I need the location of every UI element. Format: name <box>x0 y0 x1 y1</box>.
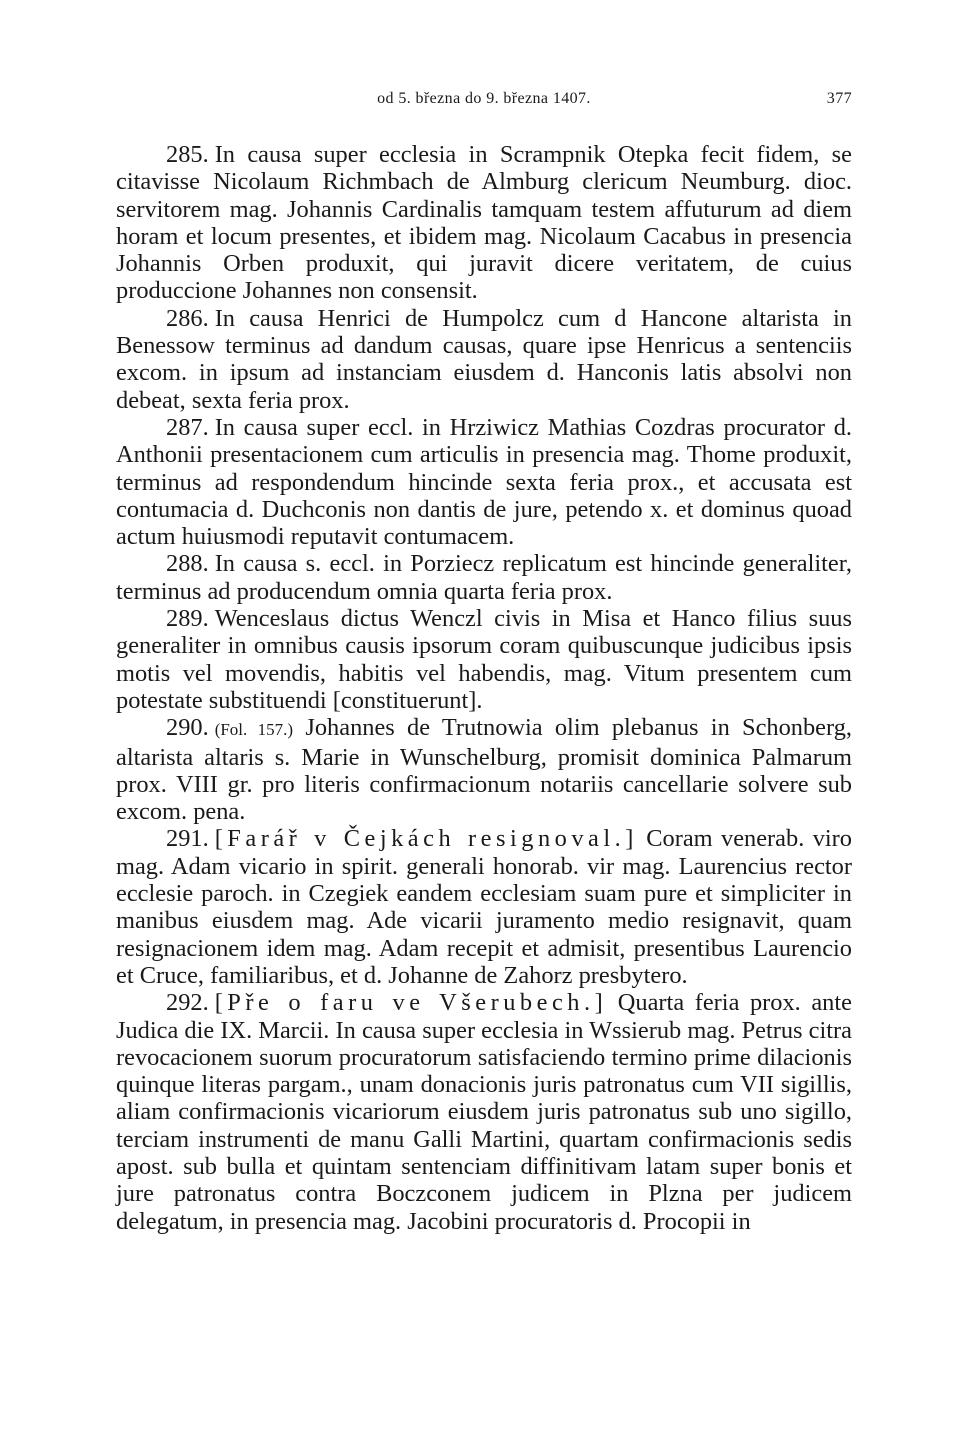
entry-number: 290. <box>166 714 209 742</box>
entry-287 <box>116 414 852 550</box>
entry-text: In causa s. eccl. in Porziecz replicatum est hincinde generaliter, terminus ad producendum omnia quarta feria prox. <box>116 550 852 605</box>
page-number: 377 <box>826 90 852 107</box>
entry-number: 286. <box>166 304 209 332</box>
entry-text: In causa super ecclesia in Scrampnik Otepka fecit fidem, se citavisse Nicolaum Richmbach de Almburg clericum Neumburg. dioc. servitorem mag. Johannis Cardinalis tamquam testem affuturum ad diem horam et locum presentes, et ibidem mag. Nicolaum Cacabus in presencia Johannis Orben produxit, qui juravit dicere veritatem, de cuius produccione Johannes non consensit. <box>116 141 852 305</box>
entry-text: Wenceslaus dictus Wenczl civis in Misa et Hanco filius suus generaliter in omnibus causis ipsorum coram quibuscunque judicibus ipsis motis vel movendis, habitis vel habendis, mag. Vitum presentem cum potestate substituendi [constituerunt]. <box>116 605 852 714</box>
entry-heading: [Pře o faru ve Všerubech.] <box>214 989 608 1017</box>
entry-text: Coram venerab. viro mag. Adam vicario in spirit. generali honorab. vir mag. Laurencius rector ecclesie paroch. in Czegiek eandem ecclesiam suam pure et simpliciter in manibus eiusdem mag. Ade vicarii juramento medio resignavit, quam resignacionem idem mag. Adam recepit et admisit, presentibus Laurencio et Cruce, familiaribus, et d. Johanne de Zahorz presbytero. <box>116 825 852 989</box>
entry-number: 287. <box>166 413 209 441</box>
entry-288 <box>116 550 852 605</box>
entry-285 <box>116 141 852 305</box>
running-title: od 5. března do 9. března 1407. <box>377 90 591 107</box>
entry-text: In causa super eccl. in Hrziwicz Mathias Cozdras procurator d. Anthonii presentacionem cum articulis in presencia mag. Thome produxit, terminus ad respondendum hincinde sexta feria prox., et accusata est contumacia d. Duchconis non dantis de jure, petendo x. et dominus quoad actum huiusmodi reputavit contumacem. <box>116 413 852 551</box>
entry-heading: [Farář v Čejkách resignoval.] <box>214 825 638 853</box>
entry-number: 289. <box>166 605 209 633</box>
entry-number: 291. <box>166 825 209 853</box>
entry-text: Quarta feria prox. ante Judica die IX. Marcii. In causa super ecclesia in Wssierub mag. Petrus citra revocacionem suorum procuratorum satisfaciendo termino prime dilacionis quinque literas pargam., unam donacionis juris patronatus cum VII sigillis, aliam confirmacionis vicariorum eiusdem juris patronatus sub uno sigillo, terciam instrumenti de manu Galli Martini, quartam confirmacionis sedis apost. sub bulla et quintam sentenciam diffinitivam latam super bonis et jure patronatus contra Boczconem judicem in Plzna per judicem delegatum, in presencia mag. Jacobini procuratoris d. Procopii in <box>116 989 852 1235</box>
running-header <box>116 90 852 114</box>
entry-text: In causa Henrici de Humpolcz cum d Hancone altarista in Benessow terminus ad dandum causas, quare ipse Henricus a sentenciis excom. in ipsum ad instanciam eiusdem d. Hanconis latis absolvi non debeat, sexta feria prox. <box>116 304 852 414</box>
body-text <box>116 141 852 1235</box>
entry-291 <box>116 825 852 989</box>
entry-number: 292. <box>166 989 209 1017</box>
entry-290 <box>116 714 852 825</box>
entry-286 <box>116 305 852 414</box>
entry-292 <box>116 989 852 1235</box>
entry-text: Johannes de Trutnowia olim plebanus in Schonberg, altarista altaris s. Marie in Wunschelburg, promisit dominica Palmarum prox. VIII gr. pro literis confirmacionum notariis cancellarie solvere sub excom. pena. <box>116 714 852 826</box>
folio-reference: (Fol. 157.) <box>214 720 294 740</box>
entry-number: 285. <box>166 141 209 168</box>
entry-number: 288. <box>166 550 209 578</box>
entry-289 <box>116 605 852 714</box>
